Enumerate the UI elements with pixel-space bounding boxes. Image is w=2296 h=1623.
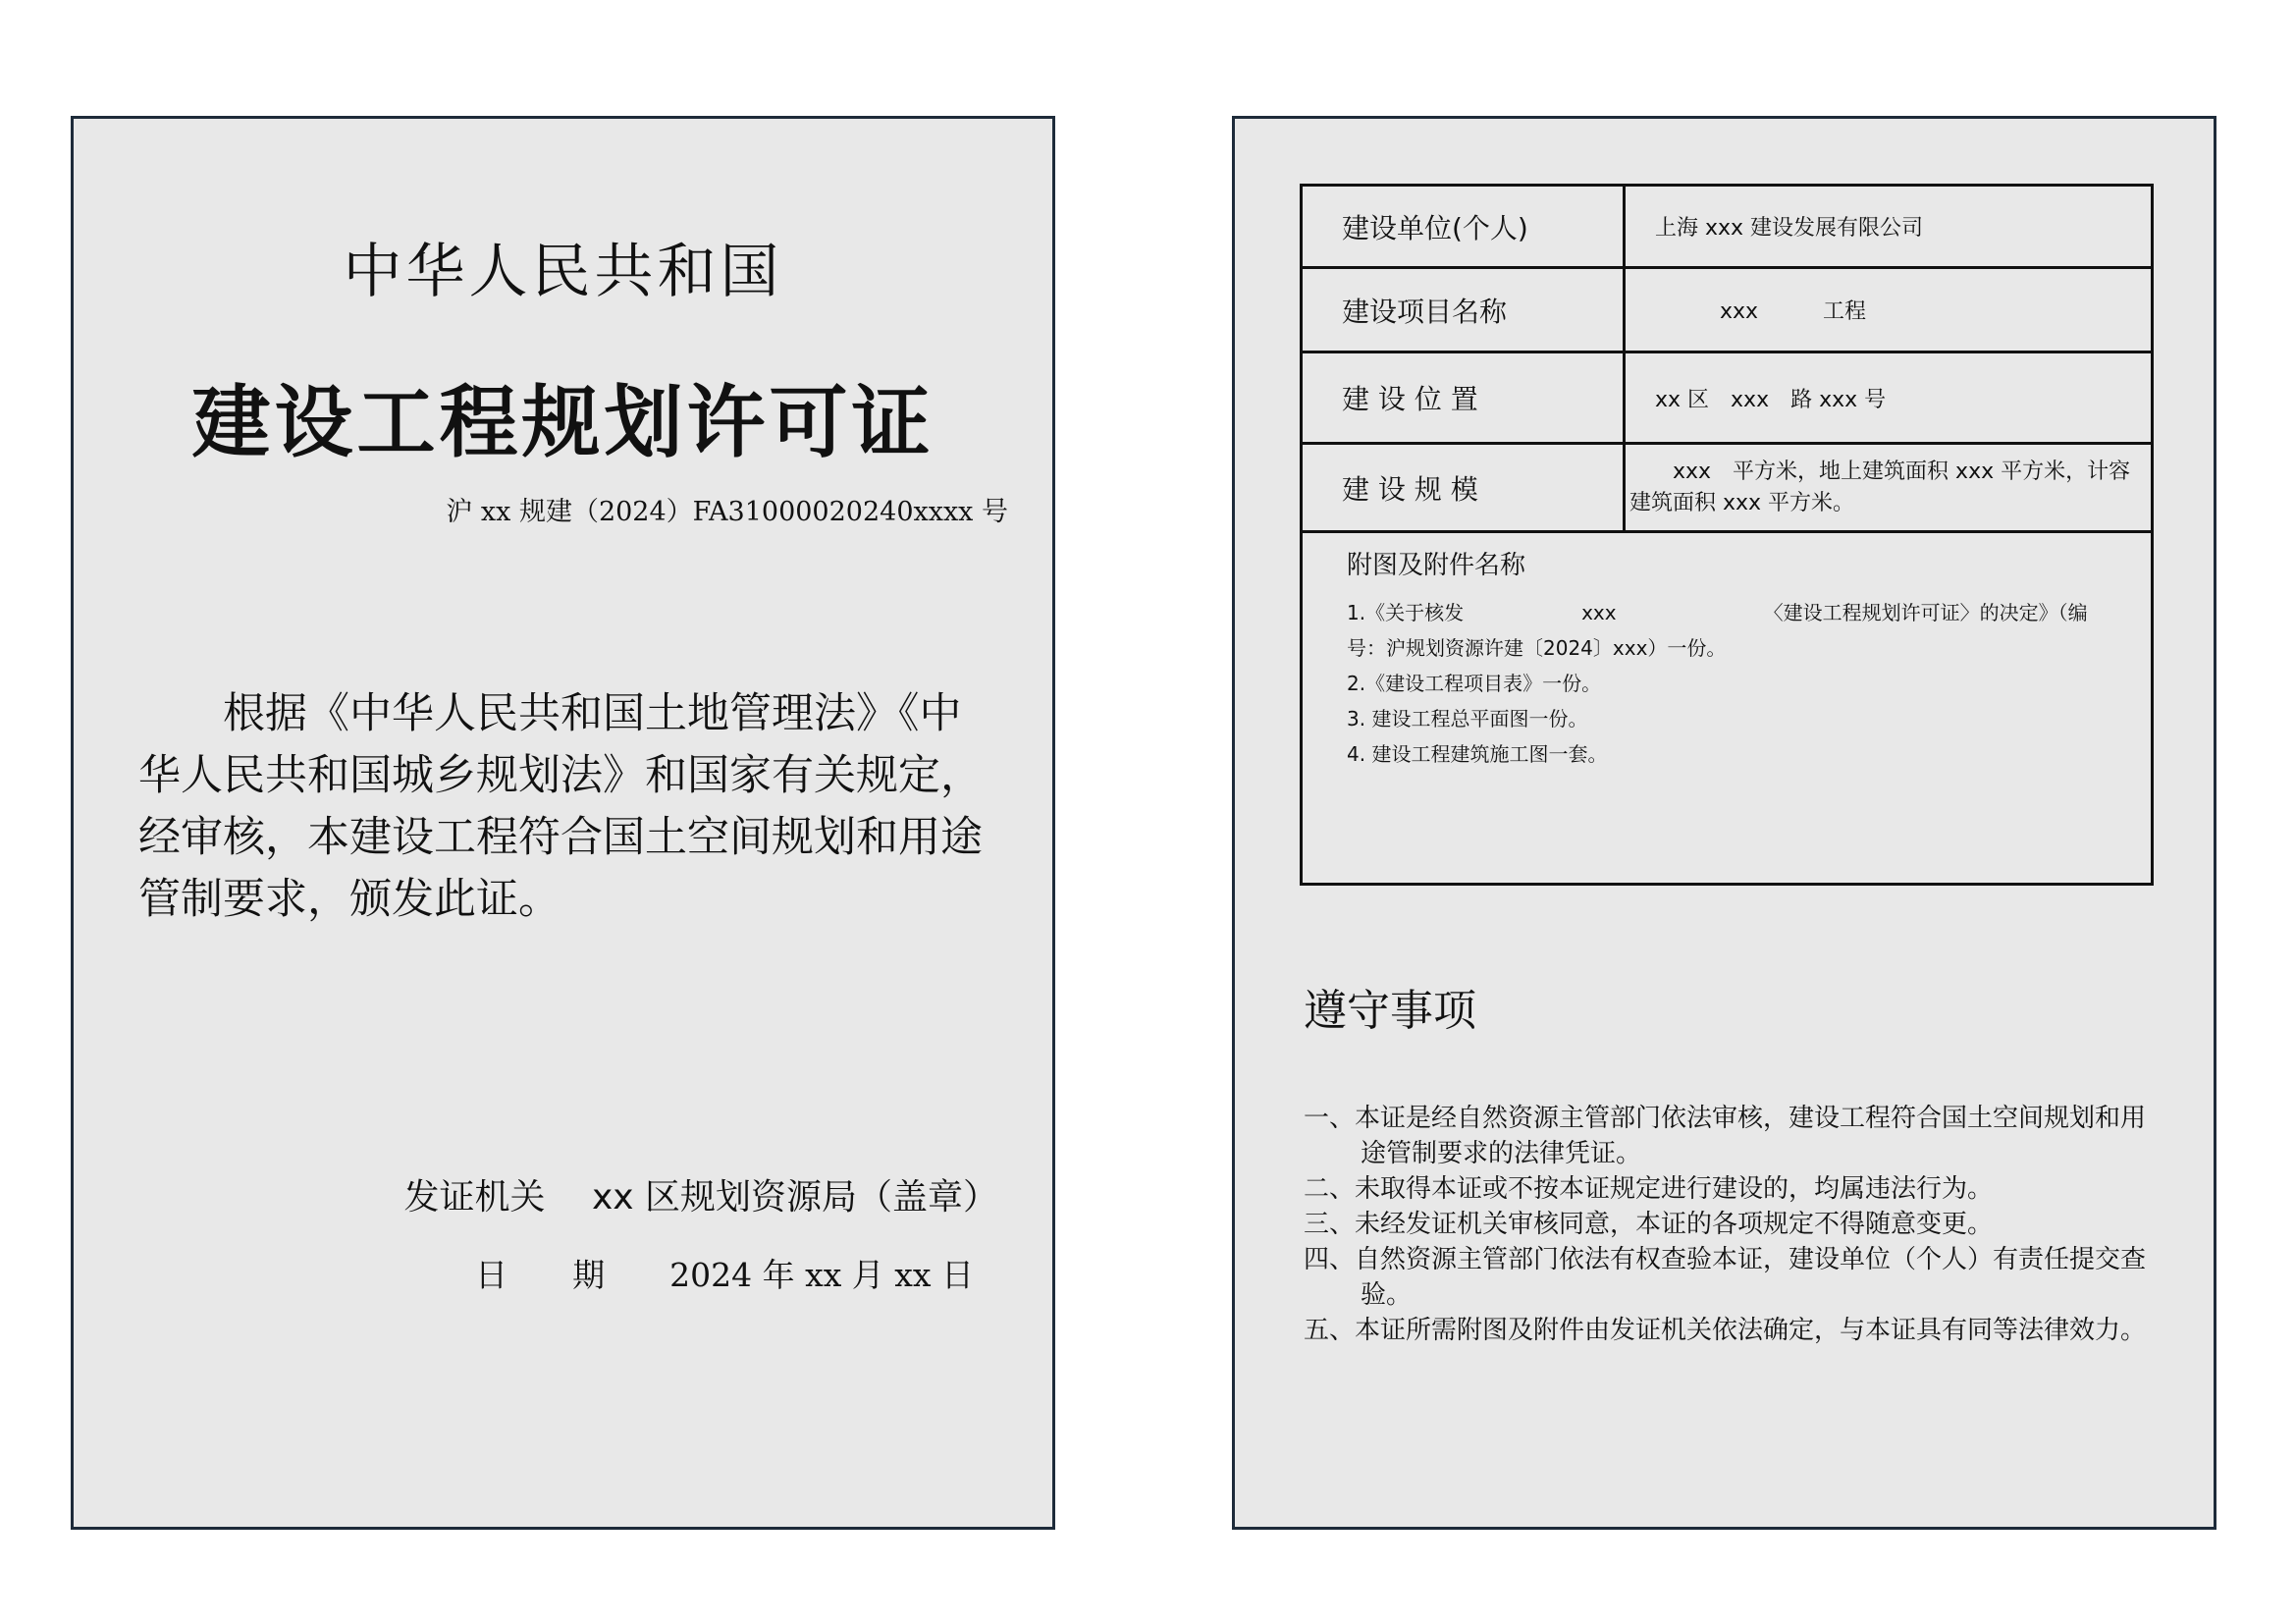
rule-item: 四、自然资源主管部门依法有权查验本证，建设单位（个人）有责任提交查验。: [1304, 1245, 2147, 1310]
field-value: xx 区 xxx 路 xxx 号: [1625, 352, 2153, 444]
attachments-row: [1302, 532, 2153, 885]
rule-item: 二、未取得本证或不按本证规定进行建设的，均属违法行为。: [1304, 1174, 1994, 1204]
permit-title: 建设工程规划许可证: [191, 377, 934, 468]
field-label: 建 设 位 置: [1302, 352, 1625, 444]
table-row: [1302, 268, 2153, 352]
rules-title: 遵守事项: [1304, 986, 1476, 1036]
attachment-item: 2.《建设工程项目表》一份。: [1347, 672, 1602, 695]
permit-number: 沪 xx 规建（2024）FA31000020240xxxx 号: [446, 497, 1008, 527]
field-value: xxx 平方米，地上建筑面积 xxx 平方米，计容建筑面积 xxx 平方米。: [1625, 444, 2153, 532]
rule-item: 一、本证是经自然资源主管部门依法审核，建设工程符合国土空间规划和用途管制要求的法律凭证。: [1304, 1104, 2147, 1168]
field-value: 上海 xxx 建设发展有限公司: [1625, 186, 2153, 268]
rule-item: 三、未经发证机关审核同意，本证的各项规定不得随意变更。: [1304, 1210, 1994, 1239]
project-details-table: [1300, 184, 2154, 886]
table-row: [1302, 352, 2153, 444]
permit-details-page: [1232, 116, 2216, 1530]
field-label: 建设单位(个人): [1302, 186, 1625, 268]
field-label: 建设项目名称: [1302, 268, 1625, 352]
issue-date: 日 期 2024 年 xx 月 xx 日: [475, 1256, 974, 1294]
attachment-item: 4. 建设工程建筑施工图一套。: [1347, 742, 1608, 766]
table-row: [1302, 186, 2153, 268]
table-row: [1302, 444, 2153, 532]
country-heading: 中华人民共和国: [343, 238, 783, 306]
attachment-item: 1.《关于核发 xxx 〈建设工程规划许可证〉的决定》（编号：沪规划资源许建〔2024〕xxx）一份。: [1347, 601, 2088, 660]
permit-statement: 根据《中华人民共和国土地管理法》《中华人民共和国城乡规划法》和国家有关规定，经审核，本建设工程符合国土空间规划和用途管制要求，颁发此证。: [138, 689, 983, 924]
rule-item: 五、本证所需附图及附件由发证机关依法确定，与本证具有同等法律效力。: [1304, 1316, 2147, 1345]
issuing-authority: 发证机关 xx 区规划资源局（盖章）: [403, 1177, 998, 1217]
rules-list: [1304, 1101, 2167, 1348]
attachments-title: 附图及附件名称: [1347, 551, 1526, 580]
permit-front-page: [71, 116, 1055, 1530]
field-label: 建 设 规 模: [1302, 444, 1625, 532]
field-value: xxx 工程: [1625, 268, 2153, 352]
attachment-item: 3. 建设工程总平面图一份。: [1347, 707, 1588, 730]
attachments-cell: [1302, 532, 2153, 885]
